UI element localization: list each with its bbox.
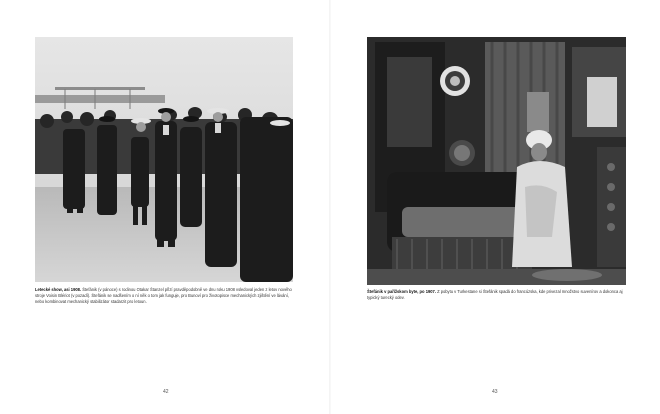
left-caption-text: Štefánik (v pánoce) s rodinou Otakar Štanzel přizí pravděpodobně ve dnu roku 1908 vsledoval jeden z letov nového stroje Voisin Blériot (v pozadí). Štefánik se nadšením o ní něk o tom jak funguje, pro Bunoví pro životopisce mechanických zjištění ve lávání, nebo kombinovat mechanický stabilizátor stadarzit pro letoun. [35,287,292,305]
air-show-photo [35,37,293,282]
right-caption [367,289,626,301]
left-page-number: 42 [163,389,169,395]
right-page-number: 43 [492,389,498,395]
right-caption-title: Štefánik v pařížskom byte, po 1907. [367,289,436,294]
paris-apartment-photo [367,37,626,285]
left-caption [35,287,293,306]
book-gutter [329,0,331,414]
left-caption-title: Letecké show, asi 1908. [35,287,82,292]
right-caption-text: Z pobytu v Turkestane si Štefánik spadá do francúzska, kde privezal množstvo suvenírov a dokonca aj typický turecký odev. [367,289,623,301]
